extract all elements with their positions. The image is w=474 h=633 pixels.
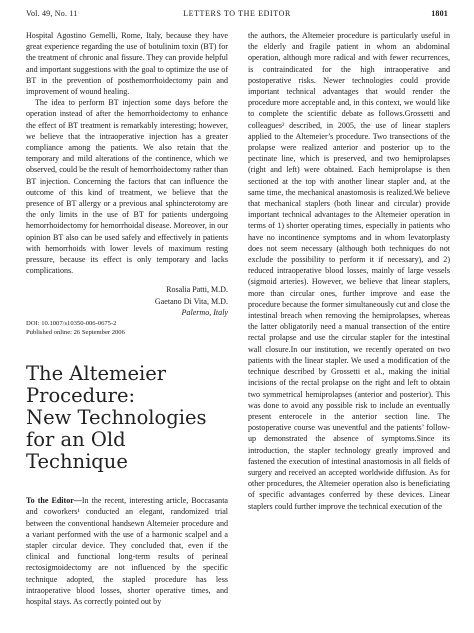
volume-label: Vol. 49, No. 11 [26, 9, 78, 18]
article-title [26, 363, 228, 473]
author-location: Palermo, Italy [181, 307, 228, 317]
doi-block [26, 320, 228, 337]
title-line: The Altemeier Procedure: [26, 362, 167, 408]
author-name: Gaetano Di Vita, M.D. [154, 296, 228, 306]
paragraph-text: In the recent, interesting article, Boccasanta and coworkers¹ conducted an elegant, randomized trial between the conventional handsewn Altemeier procedure and a variant performed with the use of a harmonic scalpel and a stapler circular device. They concluded that, even if the clinical and functional long-term results of perineal rectosigmoidectomy are not influenced by the specific technique adopted, the stapled procedure has less intraoperative blood losses, shorter operative times, and hospital stays. As correctly pointed out by [26, 496, 228, 607]
published-date: Published online: 26 September 2006 [26, 328, 125, 336]
lead-in: To the Editor— [26, 496, 82, 506]
title-line: New Technologies [26, 406, 207, 430]
doi-text: DOI: 10.1007/s10350-006-0675-2 [26, 320, 117, 328]
right-column [248, 30, 450, 512]
paragraph: The idea to perform BT injection some days before the operation instead of after the hemorrhoidectomy to enhance the effect of BT treatment is remarkably interesting; however, we believe that the intraoperative injection has a greater compliance among the patients. We also retain that the temporary and mild alterations of the continence, which we observed, could be the result of hemorrhoidectomy rather than BT injection. Concerning the factors that can influence the outcome of this kind of treatment, we believe that the presence of BT allergy or a previous anal sphincterotomy are the only limits in the use of BT for patients undergoing hemorrhoidectomy for hemorrhoidal disease. Moreover, in our opinion BT also can be used safely and effectively in patients with hemorrhoids with lower levels of maximum resting pressure, because its effect is only temporary and lacks complications. [26, 98, 228, 276]
paragraph: Hospital Agostino Gemelli, Rome, Italy, because they have great experience regarding the use of botulinim toxin (BT) for the treatment of chronic anal fissure. They can provide helpful and important suggestions with the goal to optimize the use of BT in the prevention of posthemorrhoidectomy pain and improvement of wound healing. [26, 31, 228, 97]
paragraph: the authors, the Altemeier procedure is particularly useful in the elderly and fragile patient in whom an abdominal operation, although more radical and with fewer recurrences, is contraindicated for the high intraoperative and postoperative risks. Newer technologies could provide important technical advantages that would render the procedure more acceptable and, in this context, we would like to complete the scientific debate as follows.Grossetti and colleagues² described, in 2005, the use of linear staplers applied to the Altemeier’s procedure. Two transections of the prolapse were realized anterior and posterior up to the pectinate line, which is preserved, and two hemiprolapses (right and left) were obtained. Each hemiprolapse is then sectioned at the top with another linear stapler and, at the same time, the mechanical anastomosis is realized.We believe that mechanical staplers (both linear and circular) provide important technical advantages to the Altemeier operation in terms of 1) shorter operating times, especially in patients who have no incontinence symptoms and in whom levatorplasty does not seem necessary (although both techniques do not exclude the possibility to perform it if necessary), and 2) reduced intraoperative blood losses, mainly of large vessels (sigmoid arteries). However, we believe that linear staplers, more than circular ones, further improve and ease the procedure because the former simultaneously cut and close the intestinal breach when removing the hemiprolapses, whereas the latter obligatorily need a manual transection of the entire rectal prolapse and use the circular stapler for the intestinal wall closure.In our institution, we recently operated on two patients with the linear stapler. We used a modification of the technique described by Grossetti et al., making the initial incisions of the rectal prolapse on the right and left to obtain two symmetrical hemiprolapses (anterior and posterior). This was done to avoid any possible risk to include an eventually present enterocele in the anterior section line. The postoperative course was uneventful and the patients’ follow-up demonstrated the absence of symptoms.Since its introduction, the stapler technology greatly improved and fastened the execution of intestinal anastomosis in all fields of surgery and received an accepted worldwide diffusion. As for other procedures, the Altemeier operation also is beneficiating of specific advantages conferred by these devices. Linear staplers could further improve the technical execution of the [248, 31, 450, 511]
page-number: 1801 [431, 9, 448, 18]
title-line: for an Old Technique [26, 428, 128, 474]
left-column [26, 30, 228, 607]
signature-block [26, 284, 228, 318]
author-name: Rosalia Patti, M.D. [166, 285, 228, 295]
section-label: LETTERS TO THE EDITOR [183, 9, 291, 18]
running-header [26, 9, 448, 21]
paragraph [26, 495, 228, 607]
